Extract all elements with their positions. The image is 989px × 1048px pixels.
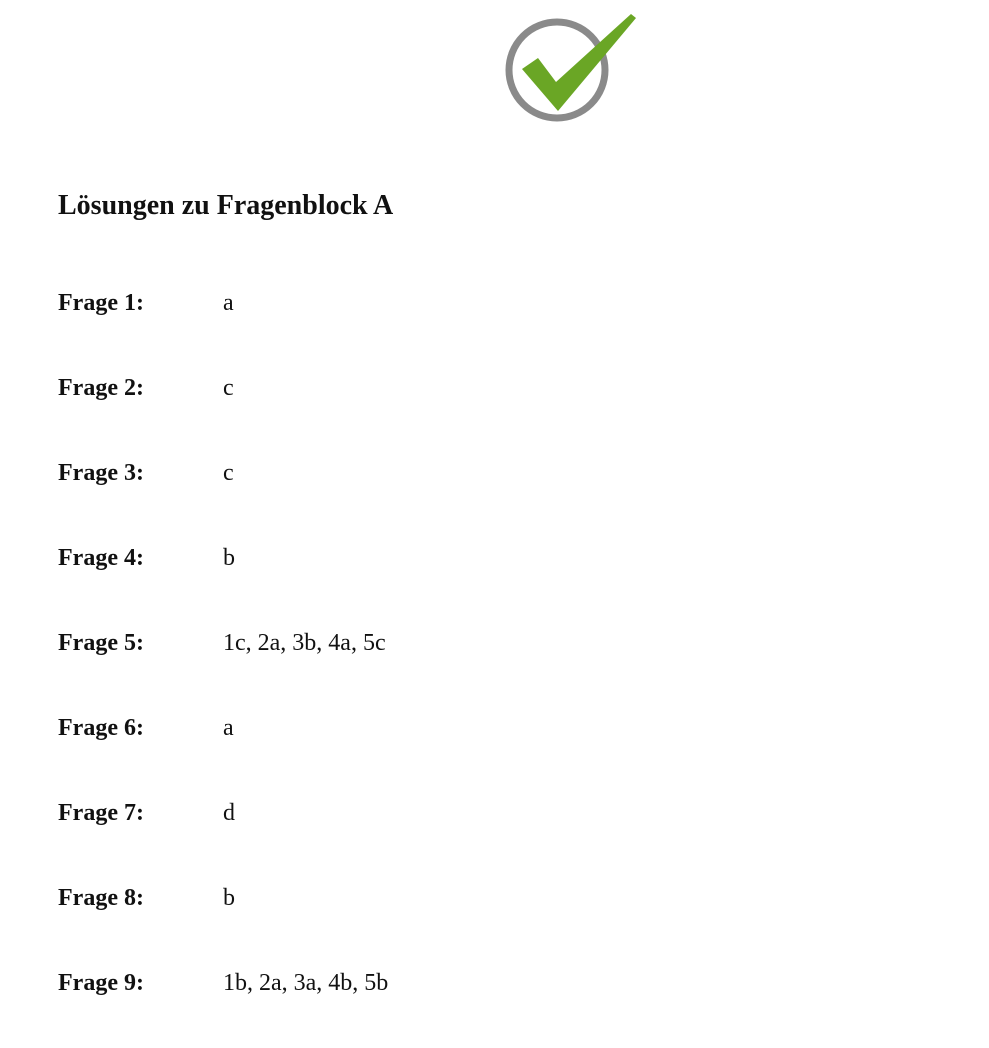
answer-row-1 — [58, 283, 938, 368]
check-circle-icon — [500, 10, 640, 126]
question-label-7: Frage 7: — [58, 800, 144, 826]
answer-row-4 — [58, 538, 938, 623]
question-label-2: Frage 2: — [58, 375, 144, 401]
answer-value-2: c — [223, 375, 234, 401]
answer-row-2 — [58, 368, 938, 453]
answer-value-5: 1c, 2a, 3b, 4a, 5c — [223, 630, 386, 656]
answer-row-6 — [58, 708, 938, 793]
answer-value-8: b — [223, 885, 235, 911]
answer-row-8 — [58, 878, 938, 963]
question-label-3: Frage 3: — [58, 460, 144, 486]
answer-value-6: a — [223, 715, 234, 741]
question-label-4: Frage 4: — [58, 545, 144, 571]
page-title: Lösungen zu Fragenblock A — [58, 190, 394, 221]
question-label-5: Frage 5: — [58, 630, 144, 656]
answer-value-7: d — [223, 800, 235, 826]
answer-value-1: a — [223, 290, 234, 316]
answer-row-3 — [58, 453, 938, 538]
question-label-1: Frage 1: — [58, 290, 144, 316]
answer-value-9: 1b, 2a, 3a, 4b, 5b — [223, 970, 389, 996]
answer-row-7 — [58, 793, 938, 878]
answer-row-9 — [58, 963, 938, 1048]
question-label-8: Frage 8: — [58, 885, 144, 911]
question-label-9: Frage 9: — [58, 970, 144, 996]
answer-list — [58, 283, 938, 1048]
answer-value-4: b — [223, 545, 235, 571]
answer-value-3: c — [223, 460, 234, 486]
answer-row-5 — [58, 623, 938, 708]
question-label-6: Frage 6: — [58, 715, 144, 741]
